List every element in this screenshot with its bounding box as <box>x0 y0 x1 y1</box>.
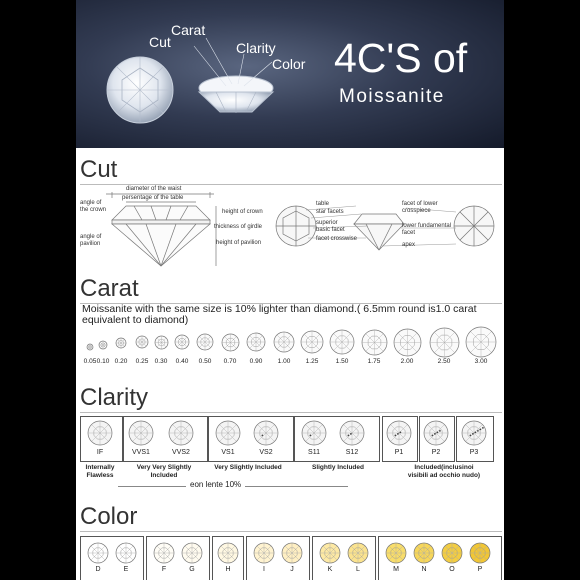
carat-weight-label: 2.00 <box>400 358 414 365</box>
label-diameter: diameter of the waist <box>126 186 182 192</box>
clarity-grade-label: P1 <box>394 449 404 456</box>
clarity-grade-label: VVS1 <box>132 449 150 456</box>
color-gem-icon <box>115 542 137 569</box>
color-gem-icon <box>253 542 275 569</box>
carat-weight-label: 0.10 <box>96 358 110 365</box>
carat-gem-icon <box>115 336 127 354</box>
color-grade-label: H <box>225 566 231 573</box>
color-gem-icon <box>87 542 109 569</box>
color-grade-label: K <box>327 566 333 573</box>
hero-banner <box>76 0 504 148</box>
carat-gem-icon <box>246 332 266 357</box>
color-grade-label: D <box>95 566 101 573</box>
carat-weight-label: 0.40 <box>175 358 189 365</box>
carat-weight-label: 1.75 <box>367 358 381 365</box>
color-gem-icon <box>347 542 369 569</box>
cut-heading: Cut <box>80 156 118 183</box>
label-table: table <box>316 201 330 207</box>
clarity-heading: Clarity <box>80 384 149 411</box>
page-title: 4C'S of <box>334 35 468 81</box>
carat-gem-icon <box>393 328 422 362</box>
color-grade-label: J <box>290 566 294 573</box>
clarity-gem-icon <box>168 420 194 451</box>
color-grade-label: L <box>356 566 360 573</box>
clarity-gem-icon <box>87 420 113 451</box>
clarity-gem-icon <box>215 420 241 451</box>
color-grade-label: G <box>189 566 195 573</box>
carat-weight-label: 0.70 <box>223 358 237 365</box>
carat-gem-icon <box>221 333 240 357</box>
color-grade-label: I <box>263 566 265 573</box>
carat-weight-label: 0.05 <box>83 358 97 365</box>
label-crown-angle: angle of the crown <box>80 200 107 213</box>
color-gem-icon <box>181 542 203 569</box>
hero-label-carat: Carat <box>171 22 206 38</box>
clarity-gem-icon <box>386 420 412 451</box>
carat-gem-icon <box>174 334 190 355</box>
carat-gem-icon <box>329 329 355 360</box>
color-gem-icon <box>281 542 303 569</box>
color-grade-label: N <box>421 566 427 573</box>
label-superior-facet: superior basic facet <box>316 220 345 233</box>
carat-weight-label: 1.25 <box>305 358 319 365</box>
infographic-card <box>76 0 504 580</box>
clarity-grade-label: P2 <box>431 449 441 456</box>
carat-heading: Carat <box>80 275 139 302</box>
clarity-gem-icon <box>128 420 154 451</box>
clarity-caption-if: Internally Flawless <box>85 464 115 479</box>
color-gem-icon <box>469 542 491 569</box>
clarity-caption-si: Slightly Included <box>311 464 364 471</box>
carat-weight-label: 0.20 <box>114 358 128 365</box>
label-girdle: thickness of girdle <box>214 224 263 230</box>
label-facet-crosswise: facet crosswise <box>316 236 358 242</box>
carat-weight-label: 1.50 <box>335 358 349 365</box>
clarity-grade-label: VVS2 <box>172 449 190 456</box>
color-grade-label: P <box>477 566 483 573</box>
carat-weight-label: 2.50 <box>437 358 451 365</box>
hero-label-color: Color <box>272 56 306 72</box>
color-gem-icon <box>217 542 239 569</box>
clarity-gem-icon <box>423 420 449 451</box>
label-star-facets: star facets <box>316 209 344 215</box>
color-grade-label: M <box>393 566 399 573</box>
color-gem-icon <box>441 542 463 569</box>
color-grade-label: O <box>449 566 455 573</box>
label-lower-fundamental: lower fundamental facet <box>402 223 452 236</box>
clarity-gem-icon <box>339 420 365 451</box>
clarity-caption-included: Included(inclusinoi visibili ad occhio nudo) <box>407 464 481 479</box>
carat-gem-icon <box>300 330 324 359</box>
color-gem-icon <box>319 542 341 569</box>
label-pavilion-height: height of pavilion <box>216 240 262 246</box>
cut-profile-icon <box>106 192 216 266</box>
carat-gem-icon <box>196 333 214 356</box>
carat-gem-icon <box>135 335 149 354</box>
clarity-grade-label: P3 <box>469 449 479 456</box>
clarity-caption-vvs: Very Very Slightly Included <box>136 464 192 479</box>
hero-label-clarity: Clarity <box>236 40 276 56</box>
carat-weight-label: 0.25 <box>135 358 149 365</box>
label-lower-crosspiece: facet of lower crosspiece <box>402 201 438 214</box>
carat-weight-label: 0.50 <box>198 358 212 365</box>
color-grade-label: E <box>123 566 129 573</box>
carat-weight-label: 0.90 <box>249 358 263 365</box>
clarity-gem-icon <box>253 420 279 451</box>
carat-description: Moissanite with the same size is 10% lighter than diamond.( 6.5mm round is1.0 carat equivalent to diamond) <box>82 303 477 326</box>
carat-gem-icon <box>273 331 295 358</box>
label-crown-height: height of crown <box>222 209 263 215</box>
color-gem-icon <box>385 542 407 569</box>
clarity-grade-label: S11 <box>308 449 320 456</box>
carat-gem-icon <box>361 329 388 361</box>
color-gem-icon <box>413 542 435 569</box>
clarity-grade-label: VS1 <box>221 449 235 456</box>
carat-weight-label: 1.00 <box>277 358 291 365</box>
clarity-caption-vs: Very Slightly Included <box>214 464 282 471</box>
hero-label-cut: Cut <box>149 34 171 50</box>
label-table-percentage: persentage of the table <box>122 195 184 201</box>
carat-gem-icon <box>86 338 94 356</box>
clarity-grade-label: IF <box>96 449 104 456</box>
label-pavilion-angle: angle of pavilion <box>80 234 102 247</box>
carat-weight-label: 3.00 <box>474 358 488 365</box>
color-heading: Color <box>80 503 138 530</box>
cut-facet-icons <box>276 206 494 250</box>
side-gem-icon <box>199 76 273 113</box>
color-divider <box>80 531 502 532</box>
page-subtitle: Moissanite <box>339 86 445 107</box>
carat-weight-label: 0.30 <box>154 358 168 365</box>
clarity-gem-icon <box>301 420 327 451</box>
round-gem-icon <box>107 57 173 123</box>
lens-note: eon lente 10% <box>186 480 245 489</box>
clarity-grade-label: VS2 <box>259 449 273 456</box>
clarity-grade-label: S12 <box>345 449 359 456</box>
label-apex: apex <box>402 242 416 248</box>
clarity-gem-icon <box>461 420 487 451</box>
carat-gem-icon <box>154 335 169 355</box>
clarity-divider <box>80 412 502 413</box>
carat-gem-icon <box>98 337 108 355</box>
color-grade-label: F <box>161 566 167 573</box>
color-gem-icon <box>153 542 175 569</box>
